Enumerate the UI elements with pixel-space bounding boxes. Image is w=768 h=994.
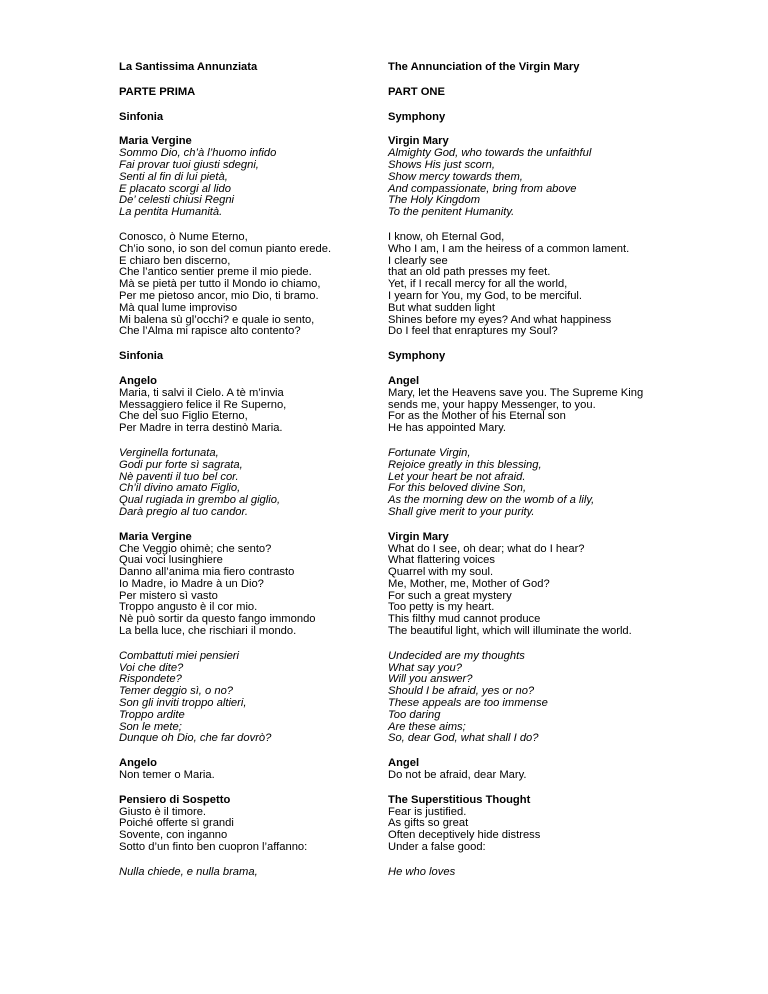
verse-line: Ch’io sono, io son del comun pianto erede. bbox=[119, 242, 332, 255]
speaker-name: Virgin Mary bbox=[388, 135, 449, 148]
verse-line: Che l’antico sentier preme il mio piede. bbox=[119, 266, 312, 279]
verse-line: I know, oh Eternal God, bbox=[388, 230, 505, 243]
verse-line: Rejoice greatly in this blessing, bbox=[388, 458, 542, 471]
verse-block bbox=[119, 376, 369, 435]
verse-line: Mà se pietà per tutto il Mondo io chiamo, bbox=[119, 278, 321, 291]
verse-line: Too daring bbox=[388, 708, 441, 721]
verse-line: Often deceptively hide distress bbox=[388, 829, 541, 842]
verse-block bbox=[388, 136, 688, 219]
verse-block bbox=[119, 795, 369, 854]
verse-line: Who I am, I am the heiress of a common lament. bbox=[388, 242, 630, 255]
heading-text: PARTE PRIMA bbox=[119, 85, 196, 98]
verse-line: Son le mete; bbox=[119, 720, 182, 733]
verse-line: Godi pur forte sì sagrata, bbox=[119, 458, 243, 471]
verse-line: Will you answer? bbox=[388, 673, 473, 686]
verse-line: Nè paventi il tuo bel cor. bbox=[119, 470, 239, 483]
speaker-name: Angelo bbox=[119, 757, 157, 770]
verse-line: De’ celesti chiusi Regni bbox=[119, 194, 235, 207]
verse-line: Sovente, con inganno bbox=[119, 829, 228, 842]
section-heading bbox=[388, 112, 688, 124]
english-column bbox=[388, 62, 688, 892]
verse-line: Sotto d’un finto ben cuopron l’affanno: bbox=[119, 841, 308, 854]
verse-line: Mary, let the Heavens save you. The Supreme King bbox=[388, 386, 644, 399]
section-heading bbox=[119, 87, 369, 99]
verse-line: Giusto è il timore. bbox=[119, 805, 207, 818]
verse-line: Darà pregio al tuo candor. bbox=[119, 505, 248, 518]
verse-line: Nulla chiede, e nulla brama, bbox=[119, 865, 258, 878]
speaker-name: Virgin Mary bbox=[388, 530, 449, 543]
verse-line: Do not be afraid, dear Mary. bbox=[388, 769, 527, 782]
verse-line: Too petty is my heart. bbox=[388, 601, 495, 614]
heading-text: PART ONE bbox=[388, 85, 445, 98]
verse-line: As gifts so great bbox=[388, 817, 469, 830]
verse-line: Voi che dite? bbox=[119, 661, 184, 674]
speaker-name: Pensiero di Sospetto bbox=[119, 793, 231, 806]
verse-line: Quai voci lusinghiere bbox=[119, 554, 223, 567]
verse-line: sends me, your happy Messenger, to you. bbox=[388, 398, 596, 411]
verse-line: I clearly see bbox=[388, 254, 448, 267]
verse-line: Undecided are my thoughts bbox=[388, 649, 525, 662]
verse-line: I yearn for You, my God, to be merciful. bbox=[388, 289, 583, 302]
heading-text: Sinfonia bbox=[119, 350, 164, 363]
verse-line: This filthy mud cannot produce bbox=[388, 613, 541, 626]
verse-line: Almighty God, who towards the unfaithful bbox=[388, 147, 592, 160]
verse-line: What say you? bbox=[388, 661, 462, 674]
verse-line: The beautiful light, which will illuminate the world. bbox=[388, 625, 632, 638]
verse-line: Che del suo Figlio Eterno, bbox=[119, 410, 248, 423]
verse-line: What flattering voices bbox=[388, 554, 495, 567]
italian-column bbox=[119, 62, 369, 892]
heading-text: Sinfonia bbox=[119, 110, 164, 123]
verse-line: Che l’Alma mi rapisce alto contento? bbox=[119, 325, 301, 338]
verse-line: He who loves bbox=[388, 865, 456, 878]
verse-line: Qual rugiada in grembo al giglio, bbox=[119, 494, 281, 507]
verse-line: As the morning dew on the womb of a lily, bbox=[388, 494, 595, 507]
verse-block bbox=[388, 376, 688, 435]
verse-block bbox=[388, 867, 688, 879]
verse-line: Non temer o Maria. bbox=[119, 769, 215, 782]
verse-line: But what sudden light bbox=[388, 301, 495, 314]
verse-line: Fear is justified. bbox=[388, 805, 467, 818]
verse-block bbox=[119, 758, 369, 782]
verse-line: Temer deggio sì, o no? bbox=[119, 685, 234, 698]
verse-block bbox=[388, 448, 688, 519]
heading-text: Symphony bbox=[388, 110, 446, 123]
speaker-name: Angelo bbox=[119, 374, 157, 387]
verse-line: The Holy Kingdom bbox=[388, 194, 481, 207]
verse-line: Son gli inviti troppo altieri, bbox=[119, 697, 247, 710]
verse-line: Quarrel with my soul. bbox=[388, 566, 494, 579]
verse-line: These appeals are too immense bbox=[388, 697, 548, 710]
verse-line: Senti al fin di lui pietà, bbox=[119, 170, 228, 183]
verse-line: Shines before my eyes? And what happiness bbox=[388, 313, 612, 326]
verse-line: Per Madre in terra destinò Maria. bbox=[119, 422, 283, 435]
verse-line: E chiaro ben discerno, bbox=[119, 254, 231, 267]
verse-block bbox=[119, 232, 369, 338]
verse-line: La bella luce, che rischiari il mondo. bbox=[119, 625, 297, 638]
verse-line: Do I feel that enraptures my Soul? bbox=[388, 325, 558, 338]
section-heading bbox=[388, 351, 688, 363]
verse-line: For such a great mystery bbox=[388, 589, 512, 602]
verse-block bbox=[388, 232, 688, 338]
section-heading bbox=[388, 87, 688, 99]
verse-line: Messaggiero felice il Re Superno, bbox=[119, 398, 287, 411]
verse-line: E placato scorgi al lido bbox=[119, 182, 231, 195]
verse-line: Shows His just scorn, bbox=[388, 158, 495, 171]
verse-line: Me, Mother, me, Mother of God? bbox=[388, 577, 550, 590]
verse-line: Conosco, ò Nume Eterno, bbox=[119, 230, 248, 243]
verse-line: Yet, if I recall mercy for all the world, bbox=[388, 278, 568, 291]
verse-block bbox=[119, 136, 369, 219]
verse-line: that an old path presses my feet. bbox=[388, 266, 551, 279]
verse-line: For this beloved divine Son, bbox=[388, 482, 527, 495]
verse-line: And compassionate, bring from above bbox=[388, 182, 577, 195]
verse-line: Maria, ti salvi il Cielo. A tè m’invia bbox=[119, 386, 284, 399]
verse-line: Per me pietoso ancor, mio Dio, ti bramo. bbox=[119, 289, 319, 302]
section-heading bbox=[119, 112, 369, 124]
section-heading bbox=[388, 62, 688, 74]
verse-line: Dunque oh Dio, che far dovrò? bbox=[119, 732, 272, 745]
verse-line: Ch’il divino amato Figlio, bbox=[119, 482, 241, 495]
verse-block bbox=[119, 651, 369, 745]
verse-block bbox=[388, 532, 688, 638]
verse-line: For as the Mother of his Eternal son bbox=[388, 410, 566, 423]
verse-line: Danno all’anima mia fiero contrasto bbox=[119, 566, 295, 579]
speaker-name: The Superstitious Thought bbox=[388, 793, 531, 806]
verse-line: Let your heart be not afraid. bbox=[388, 470, 526, 483]
verse-block bbox=[388, 795, 688, 854]
verse-block bbox=[388, 758, 688, 782]
heading-text: La Santissima Annunziata bbox=[119, 61, 258, 73]
verse-line: Per mistero sì vasto bbox=[119, 589, 218, 602]
verse-line: Sommo Dio, ch’à l’huomo infido bbox=[119, 147, 277, 160]
speaker-name: Angel bbox=[388, 374, 420, 387]
verse-line: Are these aims; bbox=[388, 720, 466, 733]
verse-line: Mi balena sù gl’occhi? e quale io sento, bbox=[119, 313, 315, 326]
verse-line: He has appointed Mary. bbox=[388, 422, 506, 435]
verse-line: Shall give merit to your purity. bbox=[388, 505, 535, 518]
verse-line: Under a false good: bbox=[388, 841, 486, 854]
heading-text: Symphony bbox=[388, 350, 446, 363]
speaker-name: Maria Vergine bbox=[119, 530, 192, 543]
verse-line: To the penitent Humanity. bbox=[388, 206, 515, 219]
verse-block bbox=[119, 867, 369, 879]
verse-line: Verginella fortunata, bbox=[119, 446, 219, 459]
verse-line: Che Veggio ohimè; che sento? bbox=[119, 542, 272, 555]
verse-line: Should I be afraid, yes or no? bbox=[388, 685, 535, 698]
verse-line: What do I see, oh dear; what do I hear? bbox=[388, 542, 585, 555]
verse-line: Poiché offerte sì grandi bbox=[119, 817, 234, 830]
verse-line: Fortunate Virgin, bbox=[388, 446, 471, 459]
verse-line: Fai provar tuoi giusti sdegni, bbox=[119, 158, 259, 171]
verse-line: Troppo ardite bbox=[119, 708, 185, 721]
verse-line: Rispondete? bbox=[119, 673, 182, 686]
verse-line: So, dear God, what shall I do? bbox=[388, 732, 539, 745]
verse-line: Nè può sortir da questo fango immondo bbox=[119, 613, 316, 626]
section-heading bbox=[119, 351, 369, 363]
verse-line: La pentita Humanità. bbox=[119, 206, 223, 219]
verse-line: Combattuti miei pensieri bbox=[119, 649, 240, 662]
verse-block bbox=[119, 448, 369, 519]
verse-line: Io Madre, io Madre à un Dio? bbox=[119, 577, 264, 590]
heading-text: The Annunciation of the Virgin Mary bbox=[388, 61, 580, 73]
section-heading bbox=[119, 62, 369, 74]
verse-line: Mà qual lume improviso bbox=[119, 301, 238, 314]
verse-line: Troppo angusto è il cor mio. bbox=[119, 601, 258, 614]
speaker-name: Maria Vergine bbox=[119, 135, 192, 148]
verse-block bbox=[119, 532, 369, 638]
verse-block bbox=[388, 651, 688, 745]
speaker-name: Angel bbox=[388, 757, 420, 770]
verse-line: Show mercy towards them, bbox=[388, 170, 523, 183]
